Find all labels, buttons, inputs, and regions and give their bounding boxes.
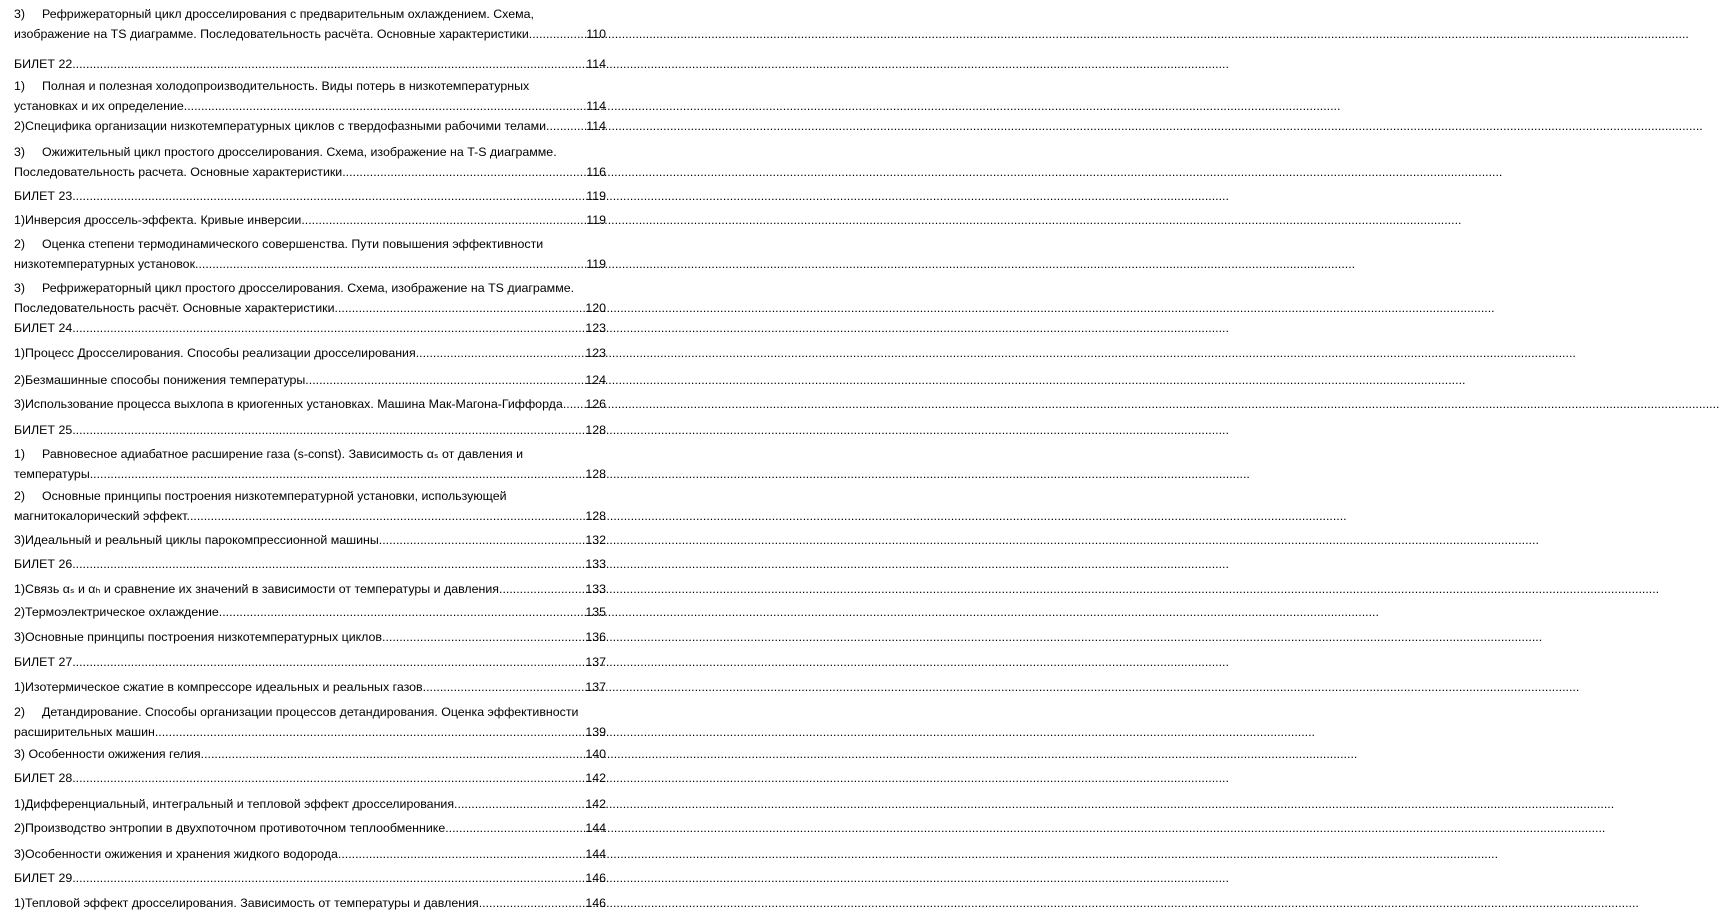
toc-entry[interactable] (14, 394, 606, 414)
page-number: 128 (585, 423, 606, 437)
page-number: 120 (585, 301, 606, 315)
dot-leader (72, 186, 586, 206)
page-number: 144 (585, 821, 606, 835)
toc-line (14, 318, 606, 338)
toc-line (14, 96, 606, 116)
toc-entry[interactable] (14, 486, 606, 526)
toc-entry-text (14, 744, 201, 764)
toc-line (14, 4, 606, 24)
toc-line (14, 298, 606, 318)
dot-leader (184, 96, 586, 116)
toc-entry-title: БИЛЕТ 22 (14, 57, 73, 71)
toc-entry-number: 2) (14, 821, 26, 835)
toc-entry-number: 2) (14, 119, 26, 133)
toc-entry-title: низкотемпературных установок. (14, 257, 199, 271)
toc-entry-title: Основные принципы построения низкотемпературных циклов. (25, 630, 386, 644)
toc-entry-title: Рефрижераторный цикл простого дросселирования. Схема, изображение на TS диаграмме. (42, 281, 575, 295)
toc-entry[interactable] (14, 844, 606, 864)
dot-leader (93, 464, 585, 484)
page-number: 137 (585, 655, 606, 669)
toc-entry[interactable] (14, 54, 606, 74)
toc-entry-title: Безмашинные способы понижения температуры. (25, 373, 309, 387)
toc-line (14, 76, 606, 96)
page-number: 136 (585, 630, 606, 644)
toc-entry-title: БИЛЕТ 26 (14, 557, 73, 571)
toc-entry-text (42, 281, 574, 295)
toc-entry-text (25, 343, 419, 363)
toc-entry-text (14, 254, 198, 274)
toc-line (14, 844, 606, 864)
toc-entry-text (14, 186, 72, 206)
toc-entry-number: 2) (14, 373, 26, 387)
toc-entry-title: Полная и полезная холодопроизводительность. Виды потерь в низкотемпературных (42, 79, 530, 93)
toc-line (14, 394, 606, 414)
toc-entry[interactable] (14, 444, 606, 484)
toc-entry-text (14, 464, 93, 484)
toc-entry-title: Производство энтропии в двухпоточном противоточном теплообменнике. (25, 821, 449, 835)
toc-entry-title: установках и их определение (14, 99, 184, 113)
toc-entry-title: Связь αₛ и αₕ и сравнение их значений в зависимости от температуры и давления. (25, 582, 503, 596)
toc-line (14, 370, 606, 390)
toc-line (14, 234, 606, 254)
toc-entry-text (14, 868, 72, 888)
dot-leader (382, 530, 585, 550)
toc-entry-number: 3) (14, 281, 26, 295)
page-number: 128 (585, 509, 606, 523)
toc-entry-number: 1) (14, 79, 26, 93)
toc-entry[interactable] (14, 234, 606, 274)
page-number: 126 (585, 397, 606, 411)
page-number: 124 (585, 373, 606, 387)
toc-entry[interactable] (14, 186, 606, 206)
toc-entry-text (42, 237, 543, 251)
toc-line (14, 464, 606, 484)
dot-leader (458, 794, 586, 814)
toc-entry-number: 1) (14, 213, 26, 227)
page-number: 116 (586, 165, 606, 179)
page-number: 110 (586, 27, 606, 41)
dot-leader (201, 744, 586, 764)
toc-entry[interactable] (14, 579, 606, 599)
toc-entry[interactable] (14, 142, 606, 182)
page-number: 137 (585, 680, 606, 694)
toc-entry-number: 1) (14, 797, 26, 811)
toc-line (14, 486, 606, 506)
dot-leader (532, 24, 586, 44)
dot-leader (423, 677, 586, 697)
toc-entry-text (25, 116, 546, 136)
toc-entry-text (14, 420, 72, 440)
dot-leader (222, 602, 585, 622)
toc-entry-text (25, 627, 385, 647)
dot-leader (305, 210, 586, 230)
toc-entry-text (25, 893, 482, 913)
toc-entry-text (42, 7, 534, 21)
page-number: 139 (585, 725, 606, 739)
toc-entry-text (14, 652, 72, 672)
dot-leader (385, 627, 585, 647)
toc-entry-title: магнитокалорический эффект. (14, 509, 190, 523)
toc-line (14, 818, 606, 838)
toc-entry-number: 2) (14, 705, 26, 719)
dot-leader (72, 868, 585, 888)
toc-line (14, 677, 606, 697)
toc-entry[interactable] (14, 530, 606, 550)
toc-entry-number: 1) (14, 896, 26, 910)
toc-entry[interactable] (14, 768, 606, 788)
dot-leader (346, 162, 587, 182)
toc-entry-text (25, 602, 222, 622)
toc-entry-title: Тепловой эффект дросселирования. Зависимость от температуры и давления. (25, 896, 483, 910)
toc-entry[interactable] (14, 343, 606, 363)
toc-entry-text (42, 447, 523, 461)
toc-entry-title: Особенности ожижения и хранения жидкого водорода. (25, 847, 342, 861)
page-number: 142 (585, 797, 606, 811)
toc-entry-text (25, 370, 309, 390)
toc-entry-title: изображение на TS диаграмме. Последовательность расчёта. Основные характеристики. (14, 27, 533, 41)
toc-entry-title: температуры. (14, 467, 94, 481)
toc-line (14, 420, 606, 440)
page-number: 146 (585, 896, 606, 910)
toc-entry-text (14, 96, 184, 116)
page-number: 146 (585, 871, 606, 885)
toc-entry-number: 1) (14, 582, 26, 596)
dot-leader (563, 394, 586, 414)
toc-entry-text (14, 162, 346, 182)
toc-entry-text (14, 298, 338, 318)
toc-entry-title: Ожижительный цикл простого дросселирования. Схема, изображение на T-S диаграмме. (42, 145, 557, 159)
toc-entry-number: 1) (14, 447, 26, 461)
toc-entry-title: Рефрижераторный цикл дросселирования с предварительным охлаждением. Схема, (42, 7, 534, 21)
toc-entry[interactable] (14, 794, 606, 814)
toc-entry-text (25, 794, 457, 814)
page-number: 114 (586, 57, 606, 71)
page-number: 123 (585, 321, 606, 335)
page-number: 114 (586, 99, 606, 113)
toc-entry-text (14, 54, 72, 74)
toc-entry[interactable] (14, 76, 606, 116)
toc-line (14, 702, 606, 722)
dot-leader (72, 318, 585, 338)
dot-leader (158, 722, 585, 742)
toc-entry-text (14, 554, 72, 574)
toc-entry-number: 2) (14, 237, 26, 251)
dot-leader (72, 652, 585, 672)
toc-entry[interactable] (14, 4, 606, 44)
toc-entry-number: 3) (14, 630, 26, 644)
toc-entry-text (25, 210, 305, 230)
toc-entry[interactable] (14, 627, 606, 647)
toc-entry-text (42, 145, 557, 159)
toc-entry-title: БИЛЕТ 27 (14, 655, 73, 669)
toc-line (14, 794, 606, 814)
toc-entry-text (14, 394, 563, 414)
dot-leader (72, 54, 586, 74)
toc-line (14, 768, 606, 788)
toc-entry-text (42, 705, 578, 719)
page-number: 128 (585, 467, 606, 481)
toc-entry-text (14, 318, 72, 338)
dot-leader (546, 116, 586, 136)
toc-entry-text (42, 79, 529, 93)
toc-entry-title: Процесс Дросселирования. Способы реализации дросселирования. (25, 346, 420, 360)
page-number: 114 (586, 119, 606, 133)
toc-entry[interactable] (14, 868, 606, 888)
toc-entry[interactable] (14, 677, 606, 697)
dot-leader (482, 893, 585, 913)
toc-entry[interactable] (14, 744, 606, 764)
toc-entry-title: Оценка степени термодинамического совершенства. Пути повышения эффективности (42, 237, 544, 251)
dot-leader (502, 579, 585, 599)
page-number: 140 (585, 747, 606, 761)
toc-entry-number: 1) (14, 346, 26, 360)
toc-entry[interactable] (14, 893, 606, 913)
toc-entry-number: 3) (14, 533, 26, 547)
toc-entry-number: 3) (14, 847, 26, 861)
toc-entry-title: 3)Использование процесса выхлопа в криогенных установках. Машина Мак-Магона-Гиффорда (14, 397, 563, 411)
toc-entry-title: Равновесное адиабатное расширение газа (s-const). Зависимость αₛ от давления и (42, 447, 524, 461)
toc-entry-title: расширительных машин. (14, 725, 159, 739)
toc-entry-title: 3) Особенности ожижения гелия (14, 747, 201, 761)
toc-entry-title: Дифференциальный, интегральный и тепловой эффект дросселирования. (25, 797, 458, 811)
toc-entry-title: Последовательность расчета. Основные характеристики. (14, 165, 346, 179)
dot-leader (72, 554, 585, 574)
toc-entry[interactable] (14, 116, 606, 136)
page-number: 119 (586, 257, 606, 271)
toc-line (14, 744, 606, 764)
toc-line (14, 278, 606, 298)
toc-line (14, 530, 606, 550)
toc-line (14, 343, 606, 363)
toc-entry-title: Идеальный и реальный циклы парокомпрессионной машины. (25, 533, 383, 547)
toc-entry-title: Термоэлектрическое охлаждение. (25, 605, 223, 619)
toc-entry-title: БИЛЕТ 25 (14, 423, 73, 437)
dot-leader (309, 370, 586, 390)
toc-entry-number: 2) (14, 605, 26, 619)
toc-entry-title: Детандирование. Способы организации процессов детандирования. Оценка эффективности (42, 705, 579, 719)
toc-line (14, 116, 606, 136)
toc-line (14, 210, 606, 230)
dot-leader (338, 298, 585, 318)
toc-entry[interactable] (14, 602, 606, 622)
page-number: 123 (585, 346, 606, 360)
toc-entry[interactable] (14, 370, 606, 390)
toc-entry-text (25, 844, 341, 864)
toc-line (14, 893, 606, 913)
page-number: 135 (585, 605, 606, 619)
toc-entry[interactable] (14, 702, 606, 742)
toc-entry-text (25, 579, 502, 599)
dot-leader (198, 254, 586, 274)
dot-leader (190, 506, 585, 526)
toc-entry-title: Специфика организации низкотемпературных циклов с твердофазными рабочими телами (25, 119, 547, 133)
toc-entry-number: 3) (14, 145, 26, 159)
toc-entry-text (14, 768, 72, 788)
dot-leader (449, 818, 586, 838)
toc-entry-text (25, 677, 423, 697)
toc-entry-text (14, 722, 158, 742)
page-number: 142 (585, 771, 606, 785)
page-number: 119 (586, 189, 606, 203)
toc-line (14, 579, 606, 599)
toc-line (14, 162, 606, 182)
dot-leader (72, 420, 585, 440)
toc-entry[interactable] (14, 554, 606, 574)
page-number: 132 (585, 533, 606, 547)
toc-entry-text (25, 530, 382, 550)
toc-line (14, 444, 606, 464)
toc-entry-title: БИЛЕТ 24 (14, 321, 73, 335)
toc-line (14, 254, 606, 274)
toc-line (14, 554, 606, 574)
toc-entry-text (14, 24, 532, 44)
toc-line (14, 186, 606, 206)
toc-entry-title: Основные принципы построения низкотемпературной установки, использующей (42, 489, 507, 503)
toc-line (14, 24, 606, 44)
toc-entry-number: 3) (14, 7, 26, 21)
page-number: 144 (585, 847, 606, 861)
toc-entry[interactable] (14, 818, 606, 838)
toc-entry[interactable] (14, 420, 606, 440)
toc-entry-title: БИЛЕТ 28 (14, 771, 73, 785)
toc-line (14, 627, 606, 647)
toc-line (14, 868, 606, 888)
toc-entry-number: 2) (14, 489, 26, 503)
toc-line (14, 54, 606, 74)
toc-entry-number: 1) (14, 680, 26, 694)
toc-line (14, 142, 606, 162)
toc-entry[interactable] (14, 652, 606, 672)
page-number: 119 (586, 213, 606, 227)
page-number: 133 (585, 582, 606, 596)
dot-leader (419, 343, 585, 363)
toc-line (14, 602, 606, 622)
toc-entry-title: БИЛЕТ 29 (14, 871, 73, 885)
toc-entry-title: БИЛЕТ 23 (14, 189, 73, 203)
toc-entry[interactable] (14, 278, 606, 318)
toc-line (14, 652, 606, 672)
toc-entry[interactable] (14, 318, 606, 338)
toc-entry-text (25, 818, 449, 838)
toc-line (14, 722, 606, 742)
toc-entry[interactable] (14, 210, 606, 230)
toc-entry-title: Инверсия дроссель-эффекта. Кривые инверсии. (25, 213, 305, 227)
toc-entry-title: Изотермическое сжатие в компрессоре идеальных и реальных газов (25, 680, 423, 694)
toc-line (14, 506, 606, 526)
page-number: 133 (585, 557, 606, 571)
toc-entry-text (14, 506, 190, 526)
dot-leader (341, 844, 585, 864)
dot-leader (72, 768, 585, 788)
toc-entry-title: Последовательность расчёт. Основные характеристики. (14, 301, 338, 315)
toc-entry-text (42, 489, 507, 503)
